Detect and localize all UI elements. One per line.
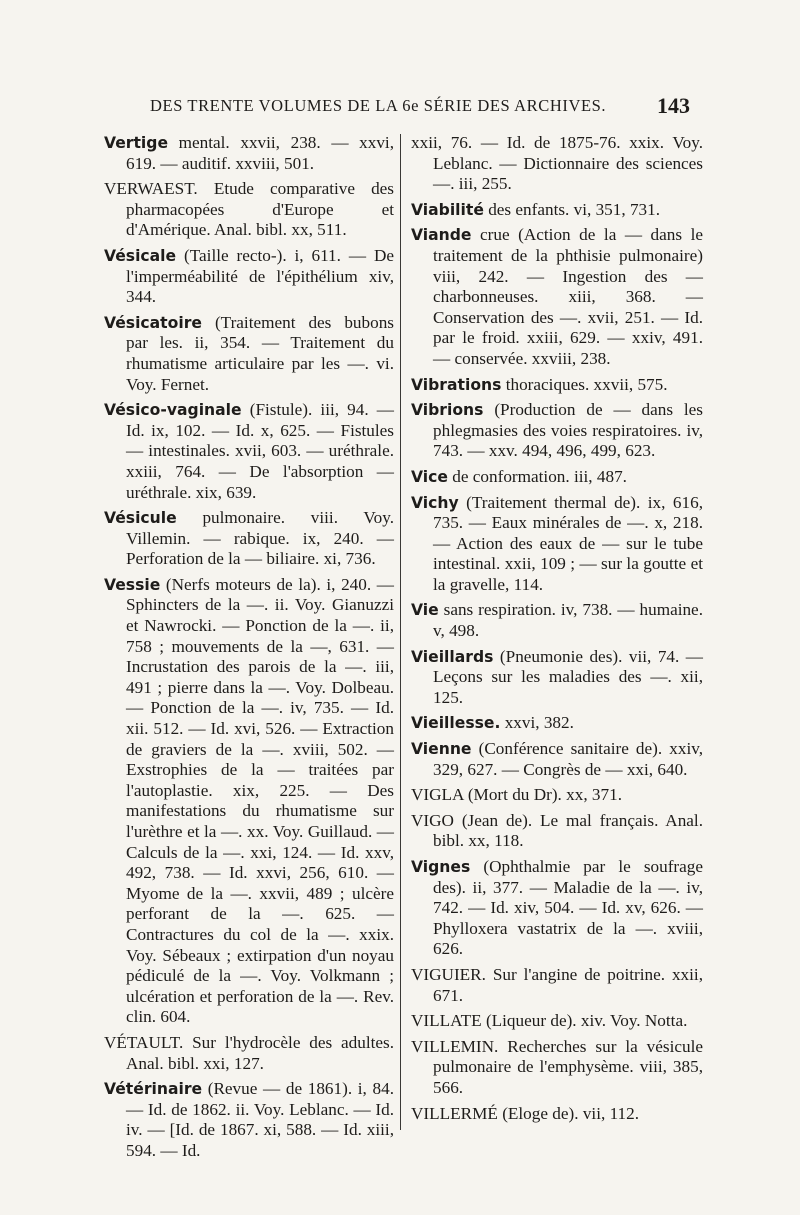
entry-references: de conformation. iii, 487. <box>447 466 627 486</box>
entry-headword: Vertige <box>104 134 169 152</box>
entry-references: Recherches sur la vésicule pulmonaire de l'emphysème. viii, 385, 566. <box>433 1036 703 1097</box>
entry-headword: VÉTAULT. <box>104 1032 184 1052</box>
entry-references: (Traitement thermal de). ix, 616, 735. — Eaux minérales de —. x, 218. — Action des eaux de — sur le tube intestinal. xxii, 109 ; — sur la goutte et la gravelle, 114. <box>433 492 703 594</box>
entry-headword: VIGO <box>411 810 454 830</box>
index-entry <box>411 965 703 1006</box>
entry-references: (Nerfs moteurs de la). i, 240. — Sphincters de la —. ii. Voy. Gianuzzi et Nawrocki. — Ponction de la —. ii, 758 ; mouvements de la —, 631. — Incrustation des parois de la —. iii, 491 ; pierre dans la —. Voy. Dolbeau. — Ponction de la —. iv, 735. — Id. xii. 512. — Id. xvi, 526. — Extraction de graviers de la —. xviii, 502. — Exstrophies de la — traitées par l'autoplastie. xix, 225. — Des manifestations du rhumatisme sur l'urèthre et la —. xx. Voy. Guillaud. — Calculs de la —. xxi, 124. — Id. xxv, 492, 738. — Id. xxvi, 256, 610. — Myome de la —. xxvii, 489 ; ulcère perforant de la —. 625. — Contractures du col de la —. xxix. Voy. Sébeaux ; extirpation d'un noyau pédiculé de la —. Voy. Volkmann ; ulcération et perforation de la —. Rev. clin. 604. <box>126 574 394 1027</box>
entry-references: pulmonaire. viii. Voy. Villemin. — rabique. ix, 240. — Perforation de la — biliaire. xi, 736. <box>126 508 394 569</box>
index-entry <box>104 508 394 570</box>
entry-references: (Fistule). iii, 94. — Id. ix, 102. — Id. x, 625. — Fistules — intestinales. xvii, 603. — uréthrale. xxiii, 764. — De l'absorption — uréthrale. xix, 639. <box>126 400 394 502</box>
entry-references: des enfants. vi, 351, 731. <box>483 199 661 219</box>
entry-headword: Vétérinaire <box>104 1080 203 1099</box>
entry-references: (Mort du Dr). xx, 371. <box>463 785 623 805</box>
entry-references: (Traitement des bubons par les. ii, 354. — Traitement du rhumatisme articulaire par les —. vi. Voy. Fernet. <box>126 312 394 394</box>
page-number: 143 <box>657 93 690 118</box>
entry-headword: Vibrions <box>411 401 484 420</box>
entry-references: thoraciques. xxvii, 575. <box>501 374 668 394</box>
entry-headword: Vignes <box>411 858 471 876</box>
entry-headword: Vessie <box>104 575 161 594</box>
index-entry <box>411 857 703 960</box>
entry-references: (Eloge de). vii, 112. <box>497 1103 640 1123</box>
index-entry <box>104 400 394 503</box>
index-entry <box>104 133 394 174</box>
index-entry <box>411 1104 703 1125</box>
header-title: DES TRENTE VOLUMES DE LA 6e SÉRIE DES ARCHIVES. <box>150 96 607 115</box>
entry-references: mental. xxvii, 238. — xxvi, 619. — auditif. xxviii, 501. <box>126 133 394 173</box>
entry-references: (Ophthalmie par le soufrage des). ii, 377. — Maladie de la —. iv, 742. — Id. xiv, 504. — Id. xv, 626. — Phylloxera vastatrix de la —. xviii, 626. <box>433 857 703 959</box>
index-entry <box>411 225 703 369</box>
entry-headword: VILLERMÉ <box>411 1103 498 1123</box>
entry-headword: VIGLA <box>411 785 464 805</box>
index-entry <box>411 1011 703 1032</box>
index-entry <box>411 811 703 852</box>
index-entry <box>104 575 394 1028</box>
entry-references: (Pneumonie des). vii, 74. — Leçons sur les maladies des —. xii, 125. <box>433 646 703 707</box>
left-column <box>104 133 394 1167</box>
entry-references: (Liqueur de). xiv. Voy. Notta. <box>481 1011 688 1031</box>
index-entry <box>411 600 703 641</box>
entry-references: (Revue — de 1861). i, 84. — Id. de 1862. ii. Voy. Leblanc. — Id. iv. — [Id. de 1867. xi, 588. — Id. xiii, 594. — Id. <box>126 1079 394 1160</box>
entry-references: (Taille recto-). i, 611. — De l'imperméabilité de l'épithélium xiv, 344. <box>126 245 394 307</box>
index-entry <box>411 493 703 596</box>
entry-references: (Conférence sanitaire de). xxiv, 329, 627. — Congrès de — xxi, 640. <box>433 739 703 779</box>
entry-references: xxii, 76. — Id. de 1875-76. xxix. Voy. Leblanc. — Dictionnaire des sciences —. iii, 255. <box>411 133 703 194</box>
entry-references: (Production de — dans les phlegmasies des voies respiratoires. iv, 743. — xxv. 494, 496, 499, 623. <box>433 400 703 461</box>
index-entry <box>411 375 703 396</box>
entry-references: (Jean de). Le mal français. Anal. bibl. xx, 118. <box>433 810 703 851</box>
entry-headword: Vésicale <box>104 246 177 265</box>
entry-headword: Vésicatoire <box>104 313 202 332</box>
index-entry <box>411 647 703 709</box>
entry-headword: Vienne <box>411 740 472 759</box>
index-entry <box>411 1037 703 1099</box>
index-entry <box>104 313 394 395</box>
entry-headword: VILLATE <box>411 1011 482 1031</box>
index-entry <box>104 179 394 241</box>
entry-headword: Vice <box>411 467 448 486</box>
entry-references: crue (Action de la — dans le traitement de la phthisie pulmonaire) viii, 242. — Ingestion des — charbonneuses. xiii, 368. — Conservation des —. xvii, 251. — Id. par le froid. xxiii, 629. — xxiv, 491. — conservée. xxviii, 238. <box>433 225 703 368</box>
entry-headword: Viabilité <box>411 200 484 219</box>
index-entry <box>104 1079 394 1161</box>
index-entry <box>411 739 703 780</box>
entry-headword: VIGUIER. <box>411 964 486 984</box>
entry-references: sans respiration. iv, 738. — humaine. v, 498. <box>433 600 703 641</box>
entry-headword: Vésicule <box>104 509 177 528</box>
entry-references: Sur l'hydrocèle des adultes. Anal. bibl. xxi, 127. <box>126 1032 394 1073</box>
entry-headword: Vieillesse. <box>411 714 501 733</box>
entry-headword: Viande <box>411 226 472 245</box>
index-entry <box>104 1033 394 1074</box>
entry-headword: Vieillards <box>411 647 494 666</box>
entry-headword: Vie <box>411 601 439 620</box>
entry-headword: Vibrations <box>411 375 502 394</box>
index-entry <box>104 246 394 308</box>
entry-headword: Vichy <box>411 493 459 512</box>
right-column <box>411 133 703 1129</box>
index-entry <box>411 133 703 195</box>
entry-references: Etude comparative des pharmacopées d'Europe et d'Amérique. Anal. bibl. xx, 511. <box>126 179 394 240</box>
index-entry <box>411 713 703 734</box>
column-divider <box>400 134 401 1130</box>
entry-headword: VERWAEST. <box>104 179 198 199</box>
entry-headword: Vésico-vaginale <box>104 401 242 420</box>
entry-headword: VILLEMIN. <box>411 1036 499 1056</box>
entry-references: xxvi, 382. <box>500 713 574 733</box>
index-entry <box>411 467 703 488</box>
entry-references: Sur l'angine de poitrine. xxii, 671. <box>433 964 703 1005</box>
index-entry <box>411 400 703 462</box>
index-entry <box>411 785 703 806</box>
index-entry <box>411 200 703 221</box>
